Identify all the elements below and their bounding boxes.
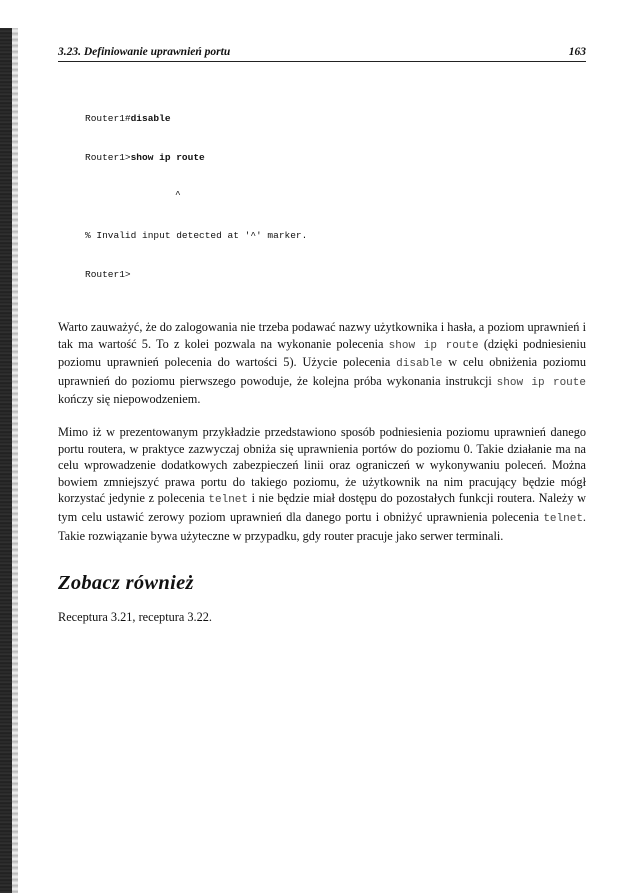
inline-code: show ip route xyxy=(388,339,479,352)
inline-code: telnet xyxy=(208,494,248,507)
inline-code: telnet xyxy=(543,512,583,525)
inline-code: show ip route xyxy=(496,376,586,389)
code-line-4: Router1> xyxy=(85,269,131,280)
code-caret-line xyxy=(85,190,586,203)
paragraph-1: Warto zauważyć, że do zalogowania nie trzeba podawać nazwy użytkownika i hasła, a poziom uprawnień i tak ma wartość 5. To z kolei pozwala na wykonanie polecenia show ip route (dzięki podniesieniu poziomu uprawnień polecenia do wartości 5). Użycie polecenia disable w celu obniżenia poziomu uprawnień do poziomu pierwszego powoduje, że kolejna próba wykonania instrukcji show ip route kończy się niepowodzeniem. xyxy=(58,320,586,407)
see-also-heading: Zobacz również xyxy=(58,572,194,595)
running-header xyxy=(58,46,586,62)
book-page xyxy=(58,46,586,626)
error-caret: ^ xyxy=(175,189,181,200)
page-number: 163 xyxy=(568,46,586,58)
paragraph-2: Mimo iż w prezentowanym przykładzie przedstawiono sposób podniesienia poziomu uprawnień danego portu routera, w praktyce zazwyczaj obniża się uprawnienia portów do poziomu 0. Takie działanie ma na celu wprowadzenie dodatkowych zabezpieczeń linii oraz ograniczeń w wykonywaniu poleceń. Można bowiem zmniejszyć prawa portu do takiego poziomu, że użytkownik na nim pracujący będzie mógł korzystać jedynie z polecenia telnet i nie będzie miał dostępu do pozostałych funkcji routera. Należy w tym celu ustawić zerowy poziom uprawnień dla danego portu i obniżyć uprawnienia polecenia telnet. Takie rozwiązanie bywa użyteczne w przypadku, gdy router pracuje jako serwer terminali. xyxy=(58,424,586,543)
code-listing xyxy=(85,86,586,307)
scan-binding-shadow xyxy=(12,28,18,893)
see-also-references: Receptura 3.21, receptura 3.22. xyxy=(58,610,212,625)
section-title: 3.23. Definiowanie uprawnień portu xyxy=(58,46,231,58)
inline-code: disable xyxy=(396,358,443,371)
code-line-2: Router1>show ip route xyxy=(85,152,205,163)
scan-binding-edge xyxy=(0,28,12,893)
code-line-3: % Invalid input detected at '^' marker. xyxy=(85,230,308,241)
code-line-1: Router1#disable xyxy=(85,113,171,124)
